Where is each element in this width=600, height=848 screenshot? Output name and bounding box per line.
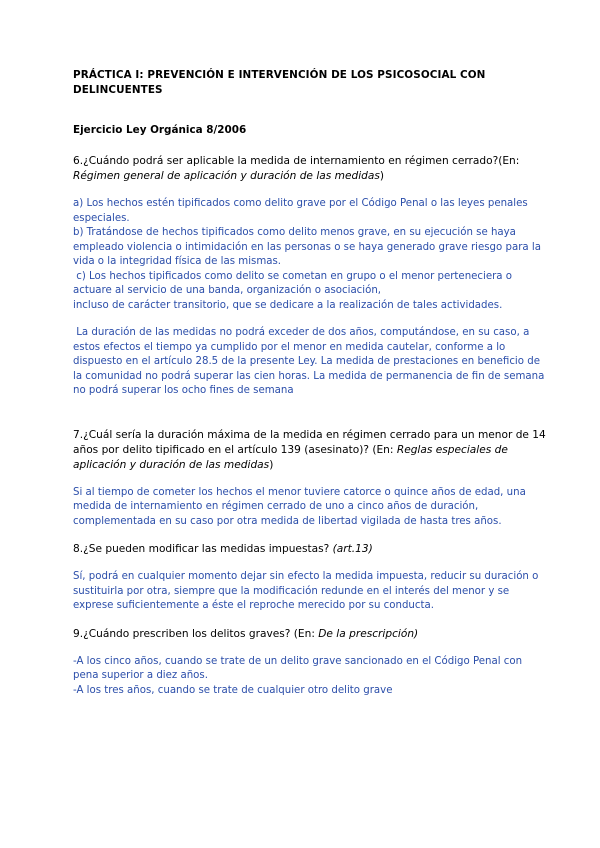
question-7-reference: Reglas especiales de (396, 443, 508, 456)
answer-line: pena superior a diez años. (73, 670, 208, 681)
question-7-text: años por delito tipificado en el artículo 139 (asesinato)? (En: (73, 443, 397, 456)
question-6-reference: Régimen general de aplicación y duración de las medidas (73, 170, 380, 182)
question-9-reference: De la prescripción) (318, 627, 419, 640)
answer-line: sustituirla por otra, siempre que la modificación redunde en el interés del menor y se (73, 585, 510, 597)
answer-line: -A los tres años, cuando se trate de cualquier otro delito grave (73, 684, 393, 696)
question-8-text: 8.¿Se pueden modificar las medidas impuestas? (73, 543, 333, 555)
question-6 (73, 154, 533, 184)
question-6-close: ) (379, 170, 385, 182)
question-7-line-3 (73, 458, 533, 473)
answer-line: a) Los hechos estén tipificados como delito grave por el Código Penal o las leyes penales (73, 198, 528, 209)
answer-6-criteria (73, 197, 541, 313)
question-8-reference: (art.13) (332, 543, 373, 555)
answer-line: Sí, podrá en cualquier momento dejar sin efecto la medida impuesta, reducir su duración o (73, 571, 539, 582)
answer-line: medida de internamiento en régimen cerrado de uno a cinco años de duración, (73, 501, 479, 512)
answer-line: especiales. (73, 212, 130, 224)
exercise-subtitle: Ejercicio Ley Orgánica 8/2006 (73, 124, 247, 136)
answer-line: Si al tiempo de cometer los hechos el menor tuviere catorce o quince años de edad, una (73, 486, 526, 498)
title-line-1: PRÁCTICA I: PREVENCIÓN E INTERVENCIÓN DE LOS PSICOSOCIAL CON (73, 69, 486, 81)
question-7-line-1: 7.¿Cuál sería la duración máxima de la medida en régimen cerrado para un menor de 14 (73, 428, 546, 441)
document-page (73, 68, 546, 698)
answer-line: actuare al servicio de una banda, organización o asociación, (73, 285, 382, 296)
question-7-line-2 (73, 443, 533, 458)
answer-line: la comunidad no podrá superar las cien horas. La medida de permanencia de fin de semana (73, 370, 545, 382)
title-line-2: DELINCUENTES (73, 84, 163, 96)
answer-line: dispuesto en el artículo 28.5 de la presente Ley. La medida de prestaciones en beneficio de (73, 356, 540, 367)
answer-line: b) Tratándose de hechos tipificados como delito menos grave, en su ejecución se haya (73, 227, 516, 238)
answer-line: incluso de carácter transitorio, que se dedicare a la realización de tales actividades. (73, 299, 503, 311)
question-7 (73, 428, 546, 473)
question-9 (73, 627, 533, 642)
question-9-text: 9.¿Cuándo prescriben los delitos graves? (En: (73, 627, 319, 640)
answer-7 (73, 486, 533, 530)
answer-line: vida o la integridad física de las mismas. (73, 256, 282, 267)
answer-line: c) Los hechos tipificados como delito se cometan en grupo o el menor perteneciera o (73, 270, 513, 282)
answer-8 (73, 570, 539, 614)
question-6-line-1: 6.¿Cuándo podrá ser aplicable la medida de internamiento en régimen cerrado?(En: (73, 155, 520, 167)
answer-line: complementada en su caso por otra medida de libertad vigilada de hasta tres años. (73, 515, 502, 527)
answer-9 (73, 655, 533, 699)
question-7-reference-cont: aplicación y duración de las medidas (73, 458, 270, 471)
question-7-close: ) (269, 458, 274, 471)
answer-line: La duración de las medidas no podrá exceder de dos años, computándose, en su caso, a (73, 327, 530, 338)
answer-line: empleado violencia o intimidación en las personas o se haya generado grave riesgo para la (73, 241, 541, 253)
answer-6-duration (73, 326, 545, 399)
question-6-line-2 (73, 169, 533, 184)
question-8 (73, 542, 533, 557)
answer-line: -A los cinco años, cuando se trate de un delito grave sancionado en el Código Penal con (73, 655, 523, 667)
answer-line: estos efectos el tiempo ya cumplido por el menor en medida cautelar, conforme a lo (73, 341, 506, 353)
answer-line: exprese suficientemente a éste el reproche merecido por su conducta. (73, 600, 434, 611)
answer-line: no podrá superar los ocho fines de semana (73, 385, 294, 396)
document-title (73, 68, 533, 98)
